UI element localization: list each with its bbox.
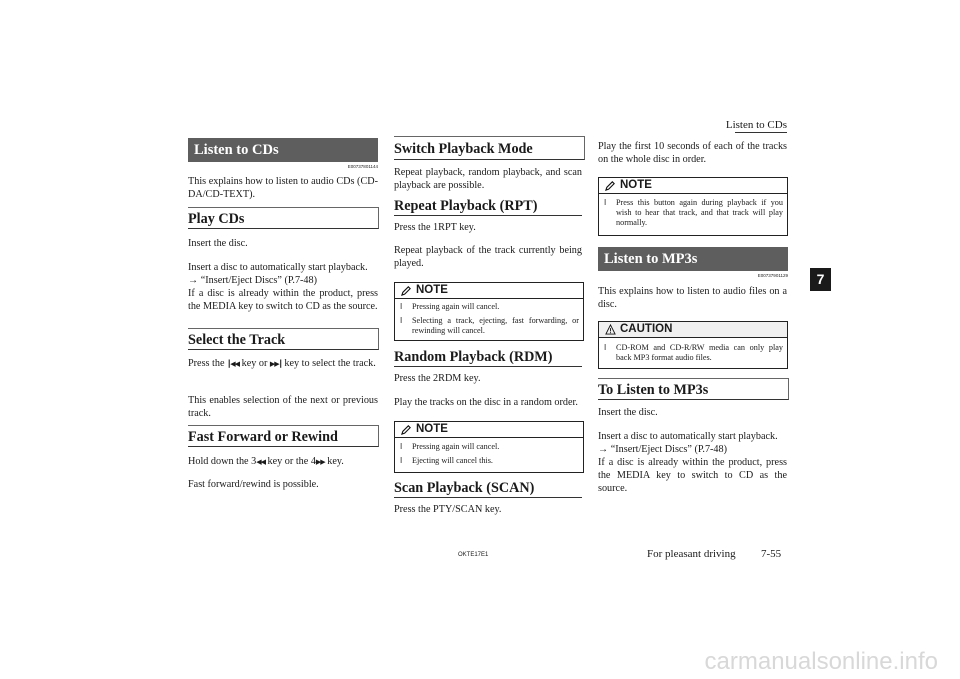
section-code: E00737801144: [347, 164, 378, 169]
note-box-scan: [598, 177, 788, 236]
select-p2: This enables selection of the next or previous track.: [188, 395, 378, 420]
skip-forward-icon: ▶▶┃: [269, 360, 282, 368]
subheading-play-cds: Play CDs: [188, 207, 379, 229]
note-header: NOTE: [395, 422, 583, 438]
note-item: l Pressing again will cancel.: [400, 442, 500, 451]
note-item: l Selecting a track, ejecting, fast forwarding, or rewinding will cancel.: [400, 316, 579, 336]
fast-forward-icon: ▶▶: [315, 458, 325, 466]
scan-text: Play the first 10 seconds of each of the tracks on the whole disc in order.: [598, 141, 787, 166]
doc-code: OKTE17E1: [458, 552, 489, 558]
page-number: 7-55: [761, 548, 782, 560]
note-item: l Pressing again will cancel.: [400, 302, 500, 311]
subheading-fast-forward: Fast Forward or Rewind: [188, 425, 379, 447]
caution-item: l CD-ROM and CD-R/RW media can only play back MP3 format audio files.: [604, 343, 783, 363]
warning-triangle-icon: [605, 324, 616, 335]
bullet-icon: l: [604, 198, 607, 207]
note-header: NOTE: [395, 283, 583, 299]
bullet-icon: l: [604, 343, 607, 352]
subheading-scan: Scan Playback (SCAN): [394, 479, 582, 498]
footer-section: For pleasant driving: [647, 548, 736, 560]
rpt-p2: Repeat playback of the track currently being played.: [394, 245, 582, 270]
caution-header: CAUTION: [599, 322, 787, 338]
rpt-p1: Press the 1RPT key.: [394, 222, 476, 233]
rdm-p1: Press the 2RDM key.: [394, 373, 481, 384]
watermark: carmanualsonline.info: [704, 648, 938, 675]
play-p2: Insert a disc to automatically start playback.: [188, 262, 368, 273]
bullet-icon: l: [400, 316, 403, 326]
mp3-p1: Insert the disc.: [598, 407, 658, 418]
running-header: Listen to CDs: [725, 119, 787, 131]
bullet-icon: l: [400, 456, 403, 466]
bullet-icon: l: [400, 302, 403, 311]
rewind-icon: ◀◀: [256, 458, 265, 466]
chapter-tab: 7: [810, 268, 831, 291]
mp3-intro: This explains how to listen to audio files on a disc.: [598, 286, 787, 311]
skip-back-icon: ┃◀◀: [227, 360, 240, 368]
section-title-listen-cds: Listen to CDs: [188, 138, 378, 162]
play-p4: If a disc is already within the product, press the MEDIA key to switch to CD as the source.: [188, 288, 378, 313]
intro-text: This explains how to listen to audio CDs (CD-DA/CD-TEXT).: [188, 176, 378, 201]
bullet-icon: l: [400, 442, 403, 451]
subheading-select-track: Select the Track: [188, 328, 379, 350]
subheading-random: Random Playback (RDM): [394, 348, 582, 367]
ffrew-p2: Fast forward/rewind is possible.: [188, 479, 319, 490]
scan-p1: Press the PTY/SCAN key.: [394, 504, 502, 515]
caution-box: [598, 321, 788, 369]
pencil-icon: [401, 285, 412, 296]
ffrew-p1: Hold down the 3◀◀ key or the 4▶▶ key.: [188, 456, 344, 467]
play-p1: Insert the disc.: [188, 238, 248, 249]
pencil-icon: [605, 180, 616, 191]
header-rule: [735, 132, 787, 133]
section-title-listen-mp3s: Listen to MP3s: [598, 247, 788, 271]
pencil-icon: [401, 424, 412, 435]
note-box-rpt: [394, 282, 584, 341]
note-item: l Press this button again during playback if you wish to hear that track, and that track will play normally.: [604, 198, 783, 228]
section-code: E00737901129: [757, 273, 788, 278]
mp3-p2: Insert a disc to automatically start playback.: [598, 431, 778, 442]
rdm-p2: Play the tracks on the disc in a random order.: [394, 397, 578, 408]
note-item: l Ejecting will cancel this.: [400, 456, 493, 466]
select-p1: Press the ┃◀◀ key or ▶▶┃ key to select the track.: [188, 358, 376, 369]
mp3-xref: → “Insert/Eject Discs” (P.7-48): [598, 444, 728, 455]
subheading-repeat: Repeat Playback (RPT): [394, 197, 582, 216]
note-header: NOTE: [599, 178, 787, 194]
switch-intro: Repeat playback, random playback, and scan playback are possible.: [394, 167, 582, 192]
subheading-to-listen-mp3s: To Listen to MP3s: [598, 378, 789, 400]
note-box-rdm: [394, 421, 584, 473]
play-xref: → “Insert/Eject Discs” (P.7-48): [188, 275, 318, 286]
mp3-p4: If a disc is already within the product, press the MEDIA key to switch to CD as the source.: [598, 457, 787, 495]
section-title-switch-mode: Switch Playback Mode: [394, 136, 585, 160]
